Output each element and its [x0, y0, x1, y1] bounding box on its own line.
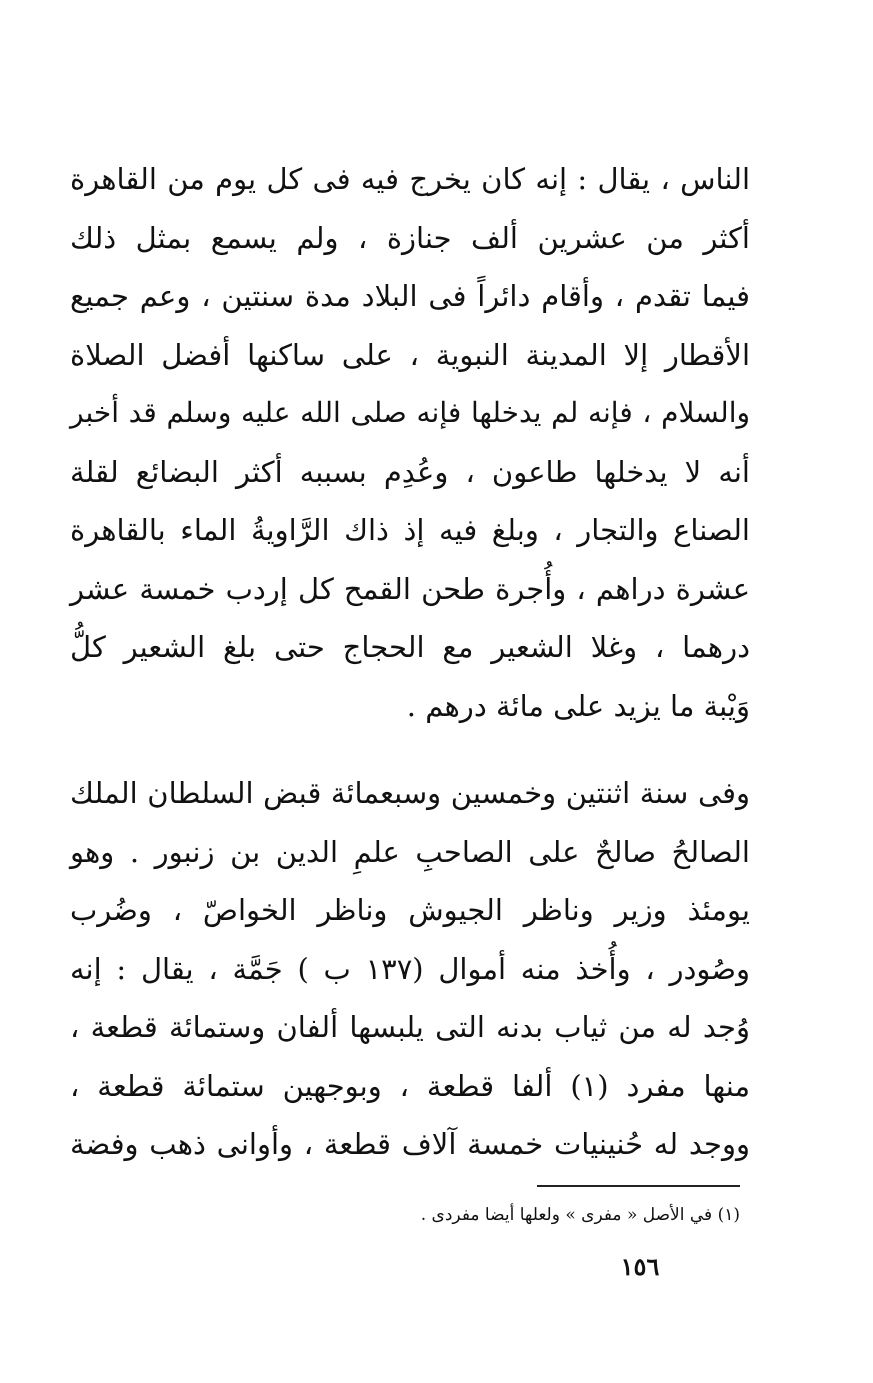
text-line: وَيْبة ما يزيد على مائة درهم .: [406, 688, 750, 723]
footnote: (١) في الأصل « مفرى » ولعلها أيضا مفردى .: [420, 1205, 740, 1225]
paragraph-2: [70, 764, 750, 1174]
text-line: أكثر من عشرين ألف جنازة ، ولم يسمع بمثل ذلك: [70, 220, 750, 255]
paragraph-1: [70, 150, 750, 735]
text-line: الصالحُ صالحٌ على الصاحبِ علمِ الدين بن زنبور . وهو: [70, 834, 750, 869]
text-line: ووجد له حُنينيات خمسة آلاف قطعة ، وأوانى ذهب وفضة: [70, 1127, 750, 1161]
text-line: فيما تقدم ، وأقام دائراً فى البلاد مدة سنتين ، وعم جميع: [70, 279, 750, 313]
footnote-divider: [537, 1185, 740, 1187]
text-line: الأقطار إلا المدينة النبوية ، على ساكنها أفضل الصلاة: [70, 337, 750, 372]
text-line: منها مفرد (١) ألفا قطعة ، وبوجهين ستمائة قطعة ،: [70, 1068, 750, 1103]
text-line: الصناع والتجار ، وبلغ فيه إذ ذاك الرَّاويةُ الماء بالقاهرة: [70, 513, 750, 547]
text-line: وُجد له من ثياب بدنه التى يلبسها ألفان وستمائة قطعة ،: [70, 1010, 750, 1044]
text-line: يومئذ وزير وناظر الجيوش وناظر الخواصّ ، وضُرب: [70, 893, 750, 927]
text-line: والسلام ، فإنه لم يدخلها فإنه صلى الله عليه وسلم قد أخبر: [70, 396, 750, 429]
text-line: وصُودر ، وأُخذ منه أموال (١٣٧ ب ) جَمَّة ، يقال : إنه: [70, 951, 750, 986]
text-line: أنه لا يدخلها طاعون ، وعُدِم بسببه أكثر البضائع لقلة: [70, 454, 750, 489]
text-line: درهما ، وغلا الشعير مع الحجاج حتى بلغ الشعير كلُّ: [70, 630, 751, 664]
text-line: عشرة دراهم ، وأُجرة طحن القمح كل إردب خمسة عشر: [70, 571, 750, 606]
text-line: الناس ، يقال : إنه كان يخرج فيه فى كل يوم من القاهرة: [70, 162, 750, 196]
text-line: وفى سنة اثنتين وخمسين وسبعمائة قبض السلطان الملك: [70, 776, 750, 810]
page-number: ١٥٦: [620, 1252, 660, 1281]
